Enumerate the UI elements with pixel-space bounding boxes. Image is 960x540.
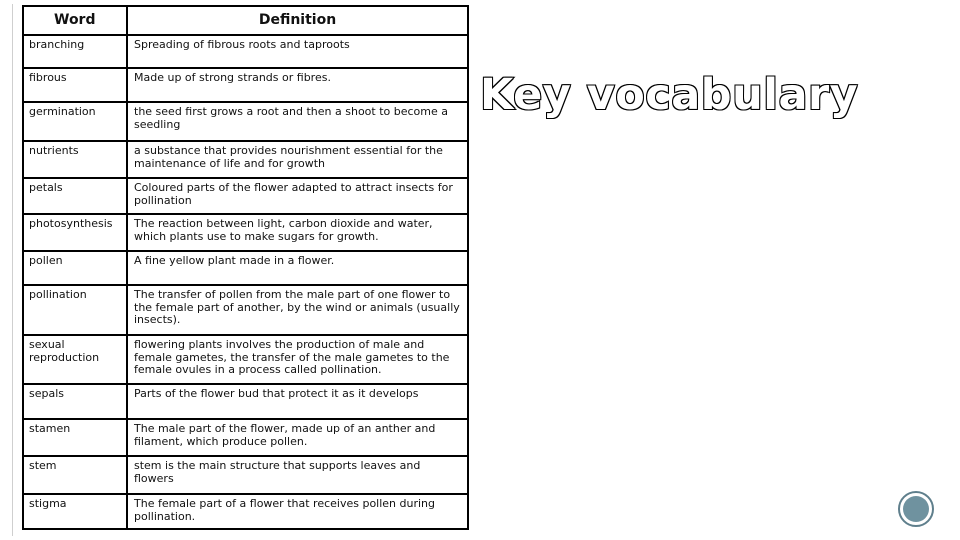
word-cell: nutrients [24,142,128,179]
slide-nav-button[interactable] [898,491,934,527]
definition-cell: The reaction between light, carbon dioxide and water, which plants use to make sugars for growth. [128,215,467,252]
definition-cell: stem is the main structure that supports leaves and flowers [128,457,467,495]
definition-cell: The male part of the flower, made up of an anther and filament, which produce pollen. [128,420,467,457]
definition-cell: The female part of a flower that receives pollen during pollination. [134,497,436,523]
header-definition: Definition [128,7,467,36]
table-row [24,457,467,495]
header-word: Word [24,7,128,36]
word-cell: sepals [24,385,128,420]
table-row [24,420,467,457]
table-row [24,36,467,69]
vocabulary-table-container [12,4,470,536]
definition-cell: Made up of strong strands or fibres. [128,69,467,103]
table-row [24,142,467,179]
page-title: Key vocabulary [480,70,859,120]
table-row [24,286,467,336]
definition-cell: Coloured parts of the flower adapted to attract insects for pollination [128,179,467,215]
word-cell: petals [24,179,128,215]
word-cell: branching [24,36,128,69]
definition-cell: flowering plants involves the production of male and female gametes, the transfer of the male gametes to the female ovules in a process called pollination. [128,336,467,385]
table-row [24,179,467,215]
table-row [24,69,467,103]
word-cell: pollen [24,252,128,286]
table-header-row [24,7,467,36]
definition-cell: A fine yellow plant made in a flower. [128,252,467,286]
table-row [24,215,467,252]
word-cell: stigma [24,495,128,528]
vocabulary-table [22,5,469,530]
circle-nav-icon [903,496,929,522]
word-cell: stem [24,457,128,495]
word-cell: germination [24,103,128,142]
table-row [24,252,467,286]
table-row [24,103,467,142]
word-cell: stamen [24,420,128,457]
table-row [24,336,467,385]
definition-cell: the seed first grows a root and then a shoot to become a seedling [128,103,467,142]
table-row [24,495,467,528]
word-cell: pollination [24,286,128,336]
word-cell: photosynthesis [24,215,128,252]
definition-cell: a substance that provides nourishment essential for the maintenance of life and for growth [128,142,467,179]
word-cell: fibrous [24,69,128,103]
table-row [24,385,467,420]
definition-cell: The transfer of pollen from the male part of one flower to the female part of another, by the wind or animals (usually insects). [128,286,467,336]
word-cell: sexual reproduction [24,336,128,385]
definition-cell: Parts of the flower bud that protect it as it develops [128,385,467,420]
definition-cell: Spreading of fibrous roots and taproots [128,36,467,69]
